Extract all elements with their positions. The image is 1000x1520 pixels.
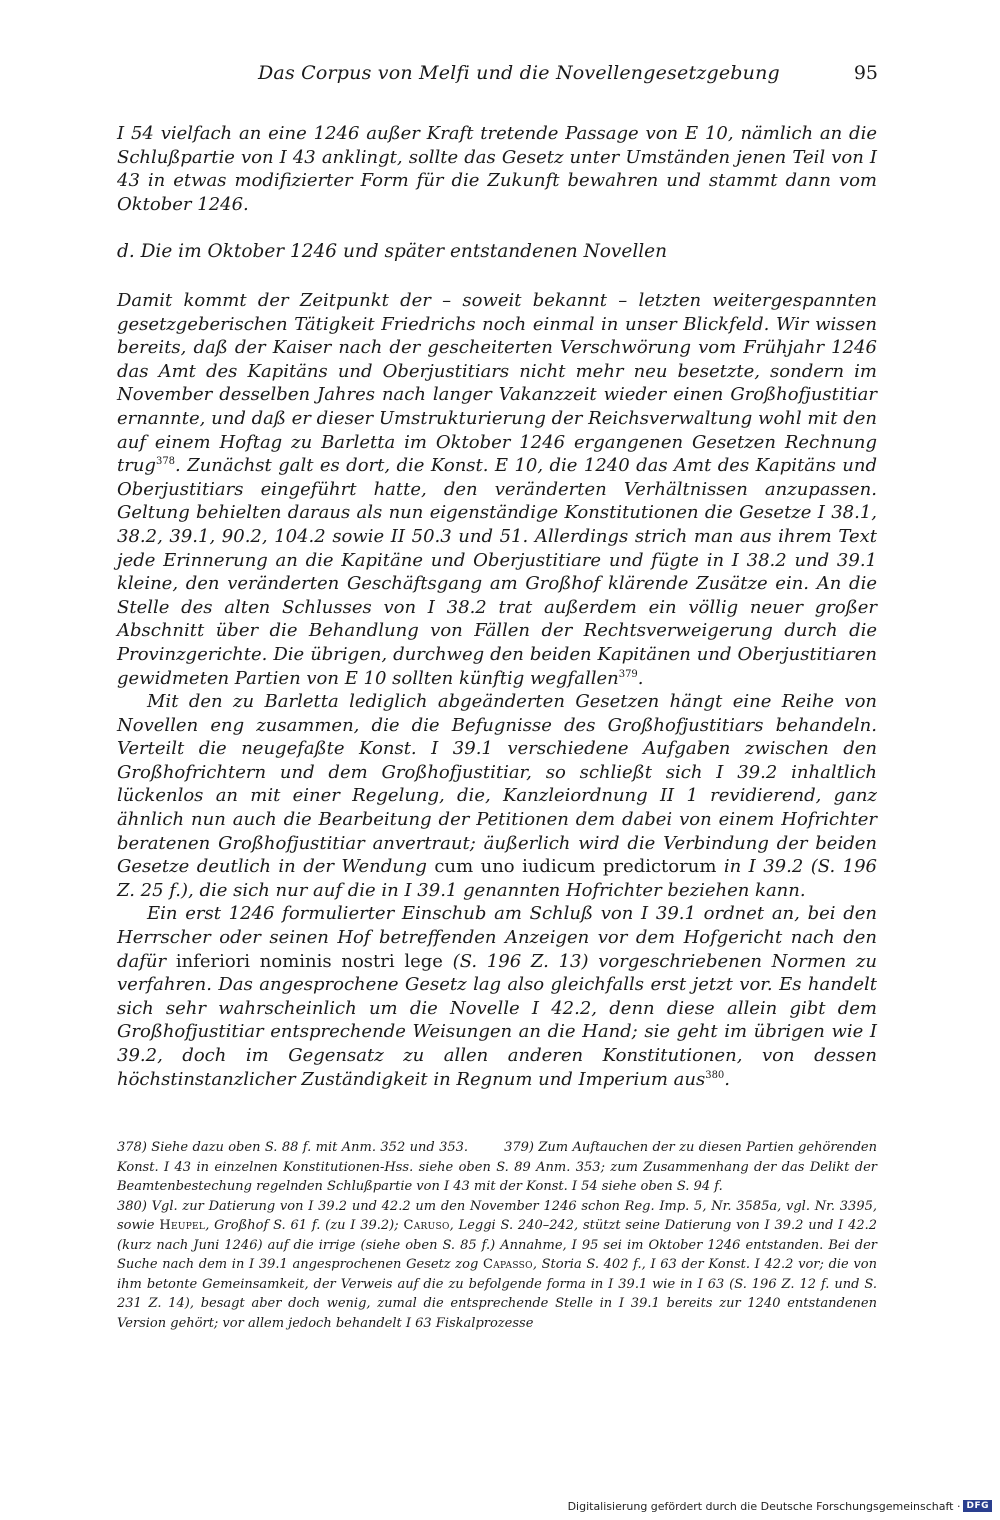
paragraph-3-text-c: . bbox=[724, 1068, 731, 1090]
running-header bbox=[258, 62, 878, 92]
footnote-380-text-a: 380) Vgl. zur Datierung von I 39.2 und 42.2 um den November 1246 schon Reg. Imp. 5, Nr. 3585a, vgl. Nr. 3395, sowie bbox=[117, 1198, 877, 1233]
footnote-379: 379) Zum Auftauchen der zu diesen Partien gehörenden Konst. I 43 in einzelnen Konstitutionen-Hss. siehe oben S. 89 Anm. 353; zum Zusammenhang der das Delikt der Beamtenbestechung regelnden Schlußpartie von I 43 mit der Konst. I 54 siehe oben S. 94 f. bbox=[117, 1140, 877, 1194]
paragraph-1-text-b: . Zunächst galt es dort, die Konst. E 10, die 1240 das Amt des Kapitäns und Oberjustitiars eingeführt hatte, den veränderten Verhältnissen anzupassen. Geltung behielten daraus als nun eigenständige Konstitutionen die Gesetze I 38.1, 38.2, 39.1, 90.2, 104.2 sowie II 50.3 und 51. Allerdings strich man aus ihrem Text jede Erinnerung an die Kapitäne und Oberjustitiare und fügte in I 38.2 und 39.1 kleine, den veränderten Geschäftsgang am Großhof klärende Zusätze ein. An die Stelle des alten Schlusses von I 38.2 trat außerdem ein völlig neuer großer Abschnitt über die Behandlung von Fällen der Rechtsverweigerung durch die Provinzgerichte. Die übrigen, durchweg den beiden Kapitänen und Oberjustitiaren gewidmeten Partien von E 10 sollten künftig wegfallen bbox=[117, 455, 877, 689]
footnote-ref-378: 378 bbox=[155, 456, 176, 468]
paragraph-2-text-b: in I 39.2 (S. 196 Z. 25 f.), die sich nur auf die in I 39.1 genannten Hofrichter beziehen kann. bbox=[117, 856, 877, 901]
author-name: Heupel bbox=[159, 1218, 206, 1233]
latin-quote: inferiori nominis nostri lege bbox=[175, 950, 443, 972]
footnote-378-379 bbox=[117, 1138, 877, 1197]
credit-text: Digitalisierung gefördert durch die Deutsche Forschungsgemeinschaft · bbox=[567, 1499, 961, 1513]
paragraph-2-text-a: Mit den zu Barletta lediglich abgeänderten Gesetzen hängt eine Reihe von Novellen eng zusammen, die die Befugnisse des Großhofjustitiars behandeln. Verteilt die neugefaßte Konst. I 39.1 verschiedene Aufgaben zwischen den Großhofrichtern und dem Großhofjustitiar, so schließt sich I 39.2 inhaltlich lückenlos an mit einer Regelung, die, Kanzleiordnung II 1 revidierend, ganz ähnlich nun auch die Bearbeitung der Petitionen dem dabei von einem Hofrichter beratenen Großhofjustitiar anvertraut; äußerlich wird die Verbindung der beiden Gesetze deutlich in der Wendung bbox=[117, 691, 877, 878]
footnotes bbox=[117, 1138, 877, 1333]
paragraph-3 bbox=[117, 902, 877, 1091]
paragraph-1-text-a: Damit kommt der Zeitpunkt der – soweit bekannt – letzten weitergespannten gesetzgeberischen Tätigkeit Friedrichs noch einmal in unser Blickfeld. Wir wissen bereits, daß der Kaiser nach der gescheiterten Verschwörung vom Frühjahr 1246 das Amt des Kapitäns und Oberjustitiars nicht mehr neu besetzte, sondern im November desselben Jahres nach langer Vakanzzeit wieder einen Großhofjustitiar ernannte, und daß er dieser Umstrukturierung der Reichsverwaltung wohl mit den auf einem Hoftag zu Barletta im Oktober 1246 ergangenen Gesetzen Rechnung trug bbox=[117, 290, 877, 477]
footnote-380 bbox=[117, 1197, 877, 1334]
paragraph-2 bbox=[117, 690, 877, 902]
paragraph-1-text-c: . bbox=[637, 667, 644, 689]
intro-paragraph: I 54 vielfach an eine 1246 außer Kraft tretende Passage von E 10, nämlich an die Schlußpartie von I 43 anklingt, sollte das Gesetz unter Umständen jenen Teil von I 43 in etwas modifizierter Form für die Zukunft bewahren und stammt dann vom Oktober 1246. bbox=[117, 123, 877, 215]
paragraph-3-text-a: Ein erst 1246 formulierter Einschub am Schluß von I 39.1 ordnet an, bei den Herrscher oder seinen Hof betreffenden Anzeigen vor dem Hofgericht nach den dafür bbox=[117, 903, 877, 972]
latin-quote: cum uno iudicum predictorum bbox=[434, 856, 717, 878]
author-name: Capasso bbox=[482, 1257, 533, 1272]
running-title: Das Corpus von Melfi und die Novellengesetzgebung bbox=[258, 62, 780, 84]
footnote-378: 378) Siehe dazu oben S. 88 f. mit Anm. 352 und 353. bbox=[117, 1140, 469, 1155]
footnote-ref-380: 380 bbox=[705, 1069, 725, 1081]
paragraph-3-text-b: (S. 196 Z. 13) vorgeschriebenen Normen zu verfahren. Das angesprochene Gesetz lag also gleichfalls erst jetzt vor. Es handelt sich sehr wahrscheinlich um die Novelle I 42.2, denn diese allein gibt dem Großhofjustitiar entsprechende Weisungen an die Hand; sie geht im übrigen wie I 39.2, doch im Gegensatz zu allen anderen Konstitutionen, von dessen höchstinstanzlicher Zuständigkeit in Regnum und Imperium aus bbox=[117, 950, 877, 1090]
page-number: 95 bbox=[853, 62, 878, 84]
section-heading: d. Die im Oktober 1246 und später entstandenen Novellen bbox=[117, 241, 668, 262]
footnote-380-text-d: , Storia S. 402 f., I 63 der Konst. I 42.2 vor; die von ihm betonte Gemeinsamkeit, der Verweis auf die zu befolgende forma in I 39.1 wie in I 63 (S. 196 Z. 12 f. und S. 231 Z. 14), besagt aber doch wenig, zumal die entsprechende Stelle in I 39.1 bereits zur 1240 entstandenen Version gehört; vor allem jedoch behandelt I 63 Fiskalprozesse bbox=[117, 1257, 877, 1331]
digitization-credit bbox=[568, 1497, 992, 1515]
footnote-ref-379: 379 bbox=[618, 668, 638, 680]
footnote-380-text-c: , Leggi S. 240–242, stützt seine Datierung von I 39.2 und I 42.2 (kurz nach Juni 1246) auf die irrige (siehe oben S. 85 f.) Annahme, I 95 sei im Oktober 1246 entstanden. Bei der Suche nach dem in I 39.1 angesprochenen Gesetz zog bbox=[117, 1218, 878, 1272]
footnote-380-text-b: , Großhof S. 61 f. (zu I 39.2); bbox=[205, 1218, 404, 1233]
dfg-logo-icon: DFG bbox=[963, 1500, 992, 1512]
paragraph-1 bbox=[117, 289, 877, 690]
body-text bbox=[117, 289, 877, 1091]
author-name: Caruso bbox=[403, 1218, 450, 1233]
